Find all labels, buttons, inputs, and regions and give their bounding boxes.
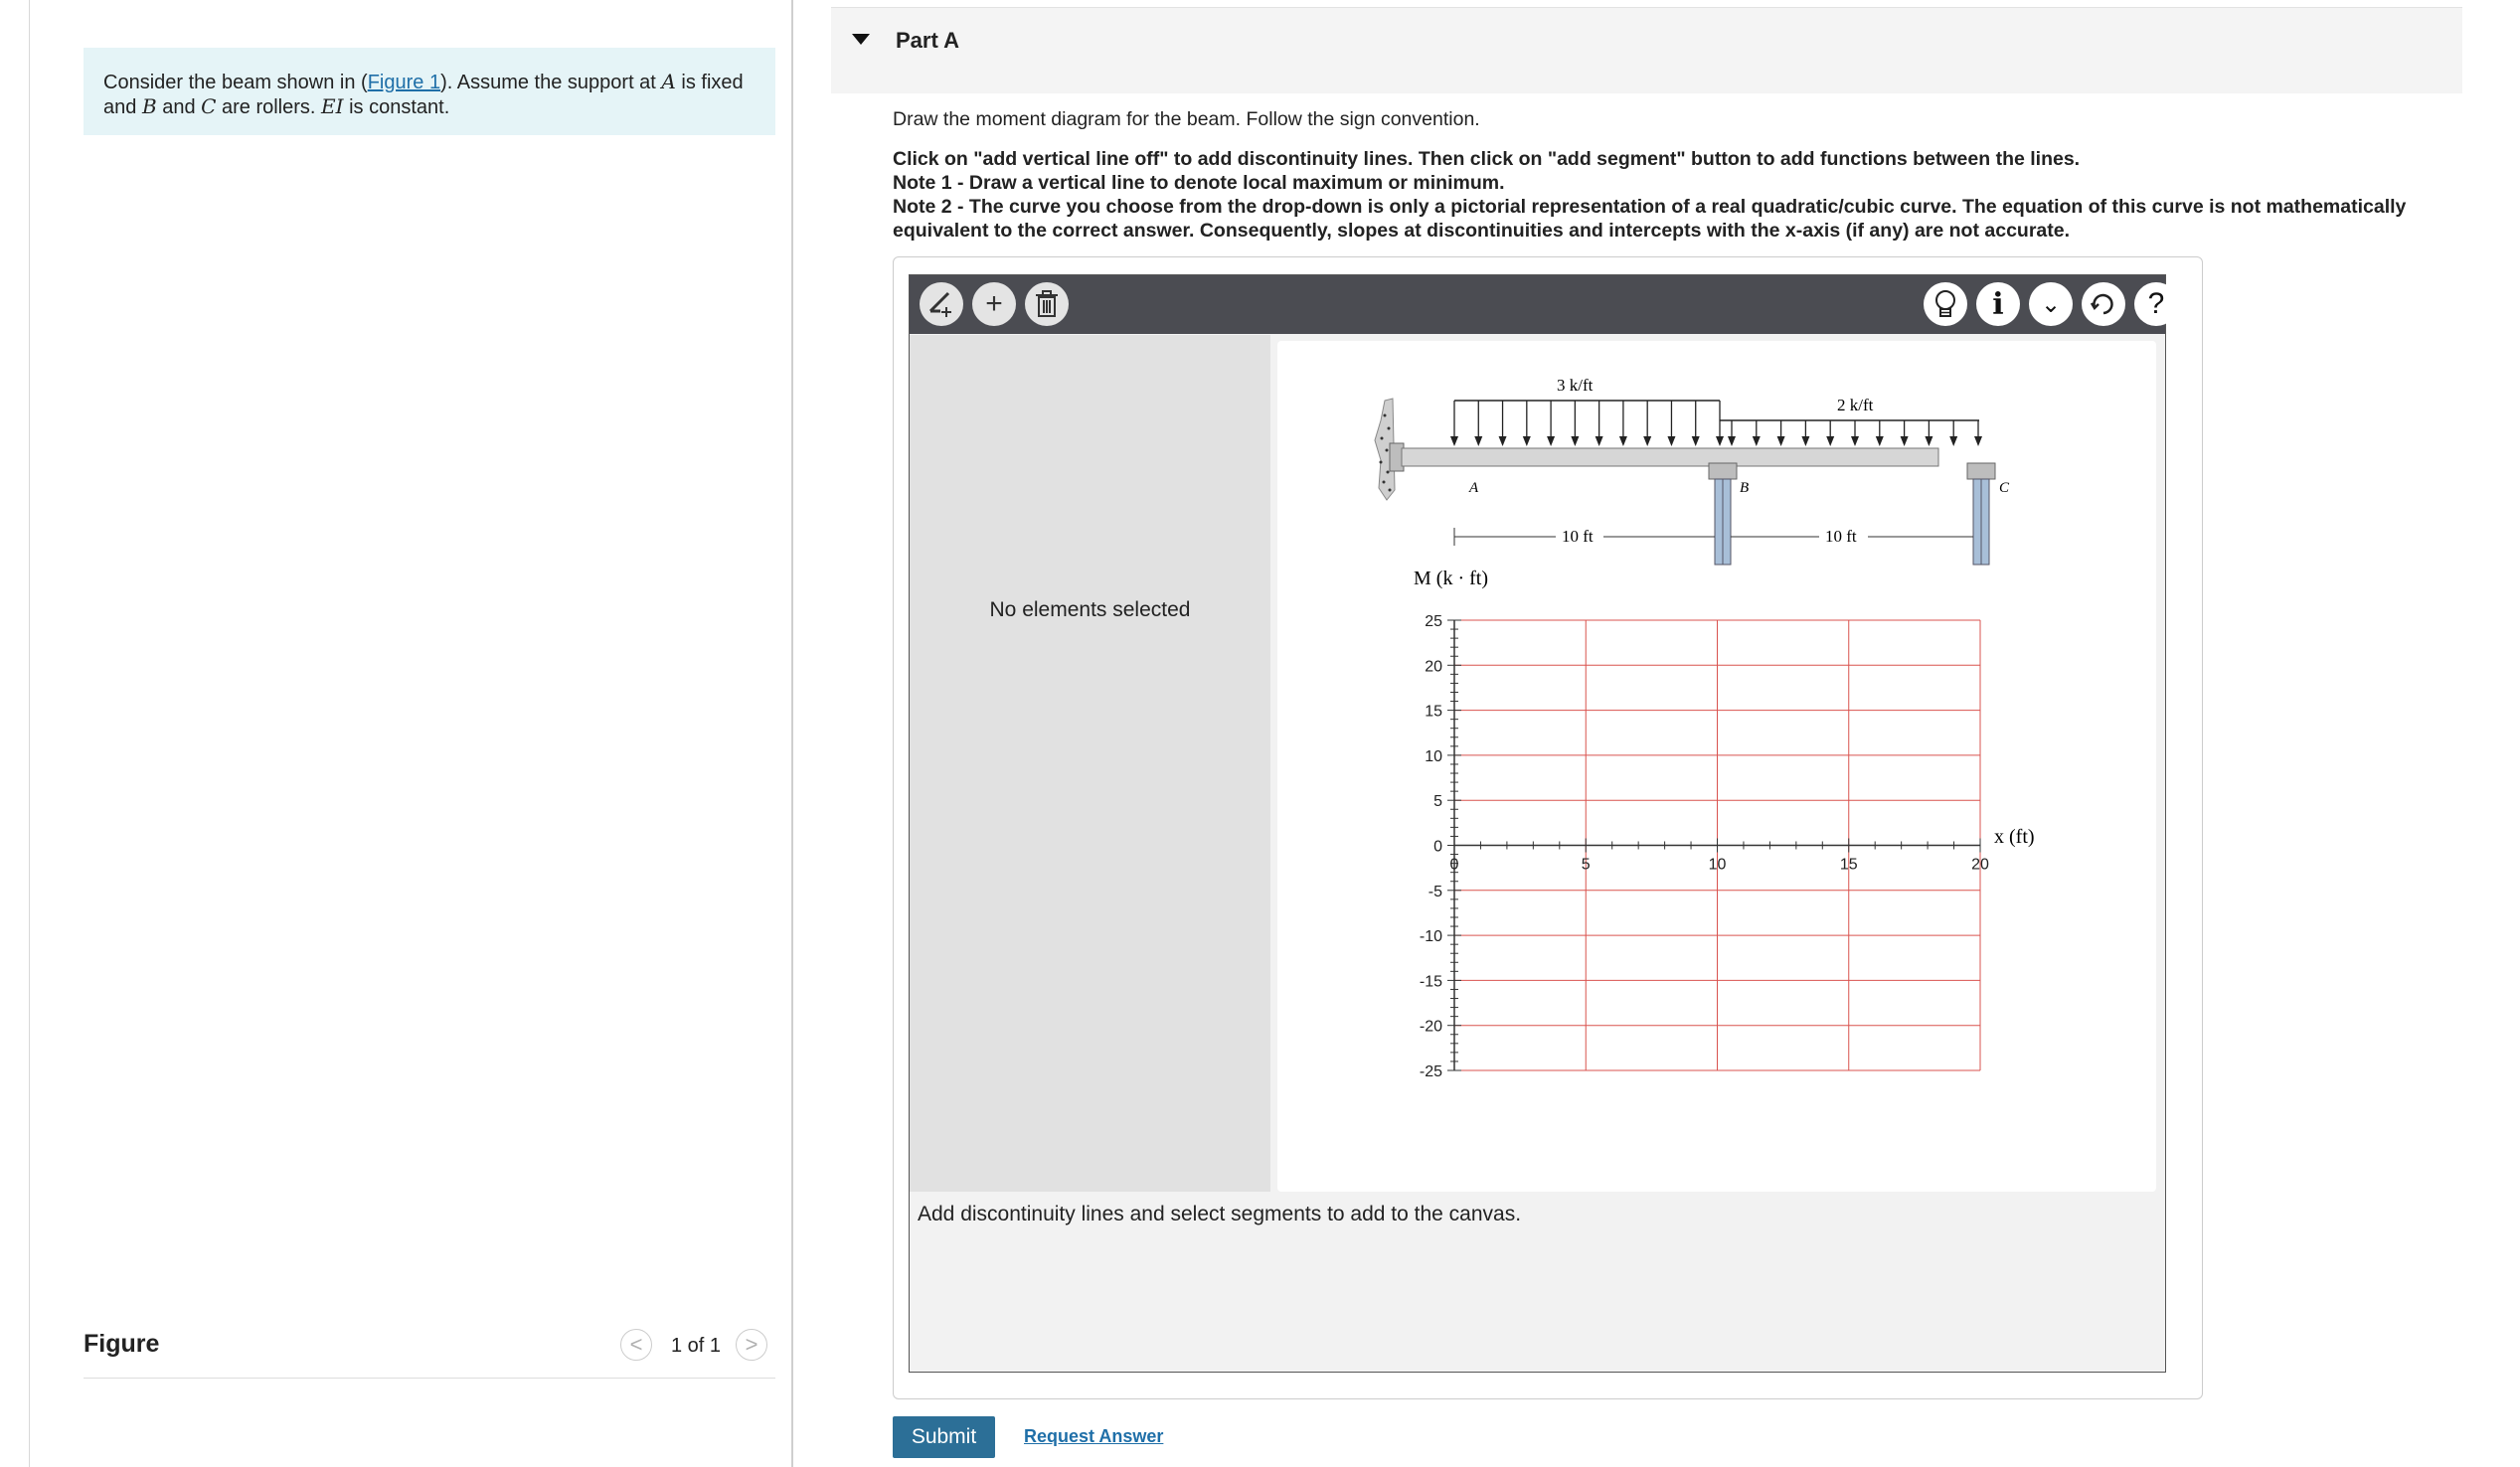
label-c: C	[1999, 480, 2010, 496]
figure-prev-button[interactable]	[620, 1329, 652, 1361]
y-tick-label: -20	[1419, 1018, 1442, 1036]
figure-heading: Figure	[84, 1330, 160, 1358]
drawing-canvas[interactable]	[1277, 341, 2156, 1192]
load-arrowhead	[1450, 436, 1458, 446]
beam	[1402, 448, 1938, 466]
y-axis-label: M (k · ft)	[1414, 568, 1488, 589]
y-tick-label: 15	[1425, 703, 1442, 721]
info-icon: i	[1992, 286, 2004, 322]
load-arrowhead	[1596, 436, 1603, 446]
figure-counter: 1 of 1	[671, 1335, 722, 1357]
chevron-right-icon: >	[745, 1332, 758, 1357]
toolbar	[910, 275, 2165, 334]
y-tick-label: 0	[1433, 838, 1442, 856]
load-arrowhead	[1547, 436, 1555, 446]
label-a: A	[1469, 480, 1479, 496]
instruction-line1: Click on "add vertical line off" to add discontinuity lines. Then click on "add segment" button to add functions between the lines.	[893, 148, 2081, 170]
problem-statement: Consider the beam shown in (Figure 1). Assume the support at A is fixed and B and C are rollers. EI is constant.	[84, 48, 775, 135]
load-arrowhead	[1949, 436, 1957, 446]
figure-next-button[interactable]	[736, 1329, 767, 1361]
reset-icon	[2089, 289, 2118, 319]
load-arrowhead	[1974, 436, 1982, 446]
support-c-cap	[1967, 463, 1995, 479]
load-arrowhead	[1876, 436, 1884, 446]
load-arrowhead	[1571, 436, 1579, 446]
load-arrowhead	[1925, 436, 1932, 446]
info-button[interactable]	[1976, 282, 2020, 326]
load-arrowhead	[1901, 436, 1909, 446]
instructions	[893, 107, 2443, 243]
status-message: Add discontinuity lines and select segments to add to the canvas.	[918, 1203, 1522, 1225]
figure-divider	[84, 1378, 775, 1379]
properties-panel	[910, 335, 1270, 1192]
support-b-cap	[1709, 463, 1737, 479]
load-arrowhead	[1716, 436, 1724, 446]
load-arrowhead	[1728, 436, 1736, 446]
reset-button[interactable]	[2082, 282, 2125, 326]
add-segment-button[interactable]	[972, 282, 1016, 326]
plus-icon: +	[985, 287, 1003, 320]
left-border	[29, 0, 30, 1467]
x-tick-label: 20	[1971, 856, 1989, 874]
moment-chart[interactable]	[1414, 568, 2035, 1080]
load2-label: 2 k/ft	[1837, 396, 1874, 414]
no-selection-message: No elements selected	[989, 598, 1191, 621]
hint-button[interactable]	[1924, 282, 1967, 326]
submit-button[interactable]: Submit	[893, 1416, 995, 1458]
y-tick-label: -25	[1419, 1063, 1442, 1080]
load-arrowhead	[1523, 436, 1531, 446]
canvas-svg[interactable]	[1277, 341, 2156, 1192]
request-answer-link[interactable]: Request Answer	[1024, 1426, 1164, 1446]
load-arrowhead	[1643, 436, 1651, 446]
instruction-main: Draw the moment diagram for the beam. Follow the sign convention.	[893, 108, 1480, 130]
help-icon: ?	[2147, 287, 2165, 320]
y-tick-label: -5	[1428, 883, 1442, 900]
span2-label: 10 ft	[1825, 527, 1857, 546]
load1-arrows	[1450, 401, 1724, 446]
load-arrowhead	[1826, 436, 1834, 446]
y-tick-labels	[1420, 613, 1442, 1080]
caret-down-icon[interactable]	[852, 34, 870, 45]
x-tick-label: 10	[1708, 856, 1727, 874]
x-tick-label: 5	[1581, 856, 1591, 874]
load-arrowhead	[1474, 436, 1482, 446]
chevron-left-icon: <	[629, 1332, 643, 1357]
x-axis-label: x (ft)	[1994, 826, 2035, 848]
load-arrowhead	[1753, 436, 1761, 446]
load-arrowhead	[1499, 436, 1507, 446]
x-tick-label: 0	[1449, 856, 1459, 874]
lightbulb-icon	[1932, 288, 1959, 320]
load1-label: 3 k/ft	[1557, 376, 1594, 395]
vertical-line-icon	[926, 289, 956, 319]
x-tick-labels	[1450, 857, 1989, 874]
span1-label: 10 ft	[1562, 527, 1594, 546]
delete-button[interactable]	[1025, 282, 1069, 326]
add-vertical-line-button[interactable]	[920, 282, 963, 326]
y-tick-label: 20	[1425, 658, 1442, 676]
help-button[interactable]	[2134, 282, 2178, 326]
load-arrowhead	[1777, 436, 1785, 446]
instruction-note2: Note 2 - The curve you choose from the drop-down is only a pictorial representation of a real quadratic/cubic curve. The equation of this curve is not mathematically equivalent to the correct answer. Consequently, slopes at discontinuities and intercepts with the x-axis (if any) are not accurate.	[893, 196, 2407, 242]
y-tick-label: 5	[1433, 793, 1442, 811]
y-tick-label: -15	[1419, 973, 1442, 991]
options-dropdown[interactable]	[2029, 282, 2073, 326]
panel-divider[interactable]	[791, 0, 793, 1467]
part-header[interactable]	[831, 7, 2462, 93]
load-arrowhead	[1619, 436, 1627, 446]
label-b: B	[1740, 480, 1750, 496]
trash-icon	[1034, 290, 1060, 318]
load-arrowhead	[1692, 436, 1700, 446]
part-title[interactable]: Part A	[896, 28, 959, 53]
x-tick-label: 15	[1839, 856, 1858, 874]
beam-figure	[1375, 376, 2010, 565]
load-arrowhead	[1667, 436, 1675, 446]
y-tick-label: -10	[1419, 928, 1442, 946]
y-tick-label: 10	[1425, 747, 1442, 765]
instruction-note1: Note 1 - Draw a vertical line to denote local maximum or minimum.	[893, 172, 1505, 194]
chevron-down-icon: ⌄	[2040, 290, 2062, 318]
load-arrowhead	[1801, 436, 1809, 446]
load-arrowhead	[1851, 436, 1859, 446]
y-tick-label: 25	[1425, 613, 1442, 630]
figure-link[interactable]: Figure 1	[367, 72, 441, 93]
load2-arrows	[1728, 420, 1982, 446]
